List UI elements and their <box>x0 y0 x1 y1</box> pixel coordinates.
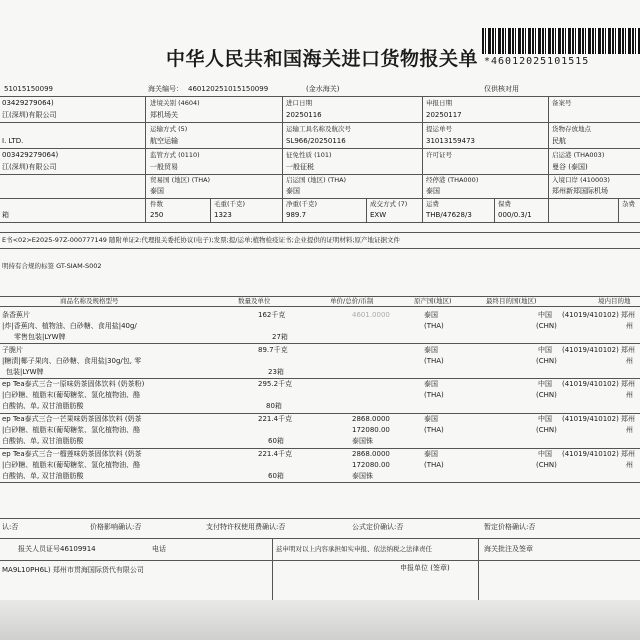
col-qty: 数量及单位 <box>238 297 271 305</box>
shipper-name: I. LTD. <box>2 137 24 145</box>
entry-customs-value: 郑机场关 <box>150 111 178 119</box>
goods-origin2: (THA) <box>424 391 444 399</box>
consumer-code: 003429279064) <box>2 151 59 159</box>
seq-value: 460120251015150099 <box>188 85 269 93</box>
freight-value: THB/47628/3 <box>426 211 472 219</box>
goods-dest2: (CHN) <box>536 391 557 399</box>
grid-line <box>0 482 640 483</box>
verify-only: 仅供核对用 <box>484 85 519 93</box>
declaring-company: MA9L10PH6L) 郑州市贯海国际货代有限公司 <box>2 566 144 574</box>
goods-price1: 2868.0000 <box>352 450 390 458</box>
ref-left: 51015150099 <box>4 85 53 93</box>
goods-dest2: (CHN) <box>536 426 557 434</box>
consignee-name: 江(深圳)有限公司 <box>2 111 57 119</box>
goods-origin1: 泰国 <box>424 380 438 388</box>
goods-price1: 2868.0000 <box>352 415 390 423</box>
declare-date-label: 申报日期 <box>426 99 452 107</box>
phone-label: 电话 <box>152 545 166 553</box>
grid-line <box>0 248 640 249</box>
customs-note-label: 海关批注及签章 <box>484 545 533 553</box>
goods-domestic2: 州 <box>626 391 633 399</box>
attached-docs: E书<02>E2025-97Z-000777149 随附单证2:代理报关委托协议(电子);发票;提/运单;植物检疫证书;企业提供的证明材料;原产地证据文件 <box>2 236 401 244</box>
grid-line <box>548 96 549 222</box>
goods-qty1: 221.4千克 <box>258 415 293 423</box>
goods-line3: 白酸钠、单, 双甘油脂肪酸 <box>2 472 84 480</box>
pack-type: 箱 <box>2 211 9 219</box>
goods-line2: |炸|香蕉肉、植物油、白砂糖、食用盐|40g/ <box>2 322 137 330</box>
goods-price2: 172080.00 <box>352 461 390 469</box>
goods-qty2: 60箱 <box>268 437 284 445</box>
grid-line <box>0 122 640 123</box>
grid-line <box>422 96 423 222</box>
consumer-name: 江(深圳)有限公司 <box>2 163 57 171</box>
insurance-label: 保费 <box>498 200 511 208</box>
goods-qty1: 221.4千克 <box>258 450 293 458</box>
gross-value: 1323 <box>214 211 232 219</box>
goods-line1: ep Tea泰式三合一榴莲味奶茶固体饮料 (奶茶 <box>2 450 142 458</box>
goods-qty2: 23箱 <box>268 368 284 376</box>
goods-line2: |白砂糖、植脂末(葡萄糖浆、氢化植物油、酪 <box>2 391 141 399</box>
grid-line <box>0 96 640 97</box>
goods-domestic1: (41019/410102) 郑州 <box>562 380 636 388</box>
goods-domestic2: 州 <box>626 461 633 469</box>
goods-qty2: 80箱 <box>266 402 282 410</box>
port-name: (金水海关) <box>306 85 340 93</box>
grid-line <box>0 538 640 539</box>
grid-line <box>0 378 640 379</box>
grid-line <box>0 448 640 449</box>
goods-dest1: 中国 <box>538 311 552 319</box>
goods-origin1: 泰国 <box>424 415 438 423</box>
grid-line <box>272 538 273 600</box>
declare-unit-seal: 申报单位 (签章) <box>400 564 450 572</box>
grid-line <box>618 198 619 222</box>
via-port-value: 泰国 <box>426 187 440 195</box>
goods-origin1: 泰国 <box>424 311 438 319</box>
confirm-formula-price: 公式定价确认:否 <box>352 523 404 531</box>
license-label: 许可证号 <box>426 151 452 159</box>
grid-line <box>282 96 283 222</box>
trade-country-label: 贸易国 (地区) (THA) <box>150 176 211 184</box>
grid-line <box>0 518 640 519</box>
gross-label: 毛重(千克) <box>214 200 246 208</box>
goods-qty1: 162千克 <box>258 311 286 319</box>
bill-label: 提运单号 <box>426 125 452 133</box>
goods-qty2: 27箱 <box>272 333 288 341</box>
goods-currency: 泰国铢 <box>352 437 373 445</box>
barcode-image <box>482 28 640 54</box>
col-goods-name: 商品名称及规格型号 <box>60 297 119 305</box>
goods-domestic1: (41019/410102) 郑州 <box>562 346 636 354</box>
seq-label: 海关编号： <box>148 85 183 93</box>
freight-label: 运费 <box>426 200 439 208</box>
goods-dest2: (CHN) <box>536 357 557 365</box>
goods-line3: 包装|LYW牌 <box>6 368 44 376</box>
goods-domestic2: 州 <box>626 357 633 365</box>
origin-country-label: 启运国 (地区) (THA) <box>286 176 347 184</box>
grid-line <box>494 198 495 222</box>
grid-line <box>0 232 640 233</box>
col-dest: 最终目的国(地区) <box>486 297 537 305</box>
confirm-provisional-price: 暂定价格确认:否 <box>484 523 536 531</box>
goods-line2: |糖渍|椰子果肉、白砂糖、食用盐|30g/包, 零 <box>2 357 142 365</box>
terms-label: 成交方式 (7) <box>370 200 408 208</box>
goods-line2: |白砂糖、植脂末(葡萄糖浆、氢化植物油、酪 <box>2 426 141 434</box>
goods-domestic1: (41019/410102) 郑州 <box>562 311 636 319</box>
goods-dest2: (CHN) <box>536 461 557 469</box>
goods-price2: 172080.00 <box>352 426 390 434</box>
goods-origin2: (THA) <box>424 461 444 469</box>
consignee-code: 03429279064) <box>2 99 54 107</box>
supervision-value: 一般贸易 <box>150 163 178 171</box>
statement: 兹申明对以上内容承担如实申报、依法纳税之法律责任 <box>276 545 432 553</box>
goods-origin2: (THA) <box>424 322 444 330</box>
marks-remarks: 明持有合规的标签 GT-SIAM-S002 <box>2 262 102 270</box>
net-label: 净重(千克) <box>286 200 318 208</box>
goods-line3: 零售包装|LYW牌 <box>14 333 66 341</box>
form-title: 中华人民共和国海关进口货物报关单 <box>166 48 479 70</box>
grid-line <box>0 148 640 149</box>
goods-dest1: 中国 <box>538 450 552 458</box>
col-origin: 原产国(地区) <box>414 297 452 305</box>
bill-value: 31013159473 <box>426 137 475 145</box>
record-label: 备案号 <box>552 99 572 107</box>
goods-domestic2: 州 <box>626 426 633 434</box>
goods-currency: 泰国铢 <box>352 472 373 480</box>
goods-qty1: 89.7千克 <box>258 346 288 354</box>
goods-line2: |白砂糖、植脂末(葡萄糖浆、氢化植物油、酪 <box>2 461 141 469</box>
vehicle-value: SL966/20250116 <box>286 137 346 145</box>
insurance-value: 000/0.3/1 <box>498 211 532 219</box>
goods-dest1: 中国 <box>538 346 552 354</box>
goods-domestic1: (41019/410102) 郑州 <box>562 415 636 423</box>
pieces-label: 件数 <box>150 200 163 208</box>
storage-label: 货物存放地点 <box>552 125 591 133</box>
confirm-price-impact: 价格影响确认:否 <box>90 523 142 531</box>
grid-line <box>366 198 367 222</box>
terms-value: EXW <box>370 211 387 219</box>
import-date-label: 进口日期 <box>286 99 312 107</box>
barcode-number: *46012025101515 <box>484 56 590 67</box>
transport-mode-label: 运输方式 (5) <box>150 125 188 133</box>
storage-value: 民航 <box>552 137 566 145</box>
goods-line1: 子脆片 <box>2 346 23 354</box>
confirm-special: 认:否 <box>2 523 19 531</box>
trade-country-value: 泰国 <box>150 187 164 195</box>
goods-origin1: 泰国 <box>424 450 438 458</box>
grid-line <box>0 560 640 561</box>
departure-label: 启运港 (THA003) <box>552 151 605 159</box>
pieces-value: 250 <box>150 211 164 219</box>
goods-dest1: 中国 <box>538 380 552 388</box>
misc-label: 杂费 <box>622 200 635 208</box>
grid-line <box>145 96 146 222</box>
goods-dest1: 中国 <box>538 415 552 423</box>
grid-line <box>478 538 479 600</box>
origin-country-value: 泰国 <box>286 187 300 195</box>
entry-customs-label: 进境关别 (4604) <box>150 99 200 107</box>
via-port-label: 经停港 (THA000) <box>426 176 479 184</box>
vehicle-label: 运输工具名称及航次号 <box>286 125 351 133</box>
entry-port-label: 入境口岸 (410003) <box>552 176 610 184</box>
grid-line <box>210 198 211 222</box>
photo-background <box>0 600 640 640</box>
goods-dest2: (CHN) <box>536 322 557 330</box>
goods-qty1: 295.2千克 <box>258 380 293 388</box>
levy-value: 一般征税 <box>286 163 314 171</box>
goods-line3: 白酸钠、单, 双甘油脂肪酸 <box>2 402 84 410</box>
declare-date-value: 20250117 <box>426 111 462 119</box>
departure-value: 曼谷 (泰国) <box>552 163 588 171</box>
supervision-label: 监管方式 (0110) <box>150 151 200 159</box>
goods-line1: 条香蕉片 <box>2 311 30 319</box>
goods-qty2: 60箱 <box>268 472 284 480</box>
goods-origin2: (THA) <box>424 426 444 434</box>
net-value: 989.7 <box>286 211 307 219</box>
transport-mode-value: 航空运输 <box>150 137 178 145</box>
col-domestic: 境内目的地 <box>598 297 631 305</box>
grid-line <box>0 222 640 223</box>
confirm-royalty: 支付特许权使用费确认:否 <box>206 523 286 531</box>
col-price: 单价/总价/币制 <box>330 297 374 305</box>
goods-domestic2: 州 <box>626 322 633 330</box>
grid-line <box>0 343 640 344</box>
grid-line <box>0 413 640 414</box>
grid-line <box>0 174 640 175</box>
goods-domestic1: (41019/410102) 郑州 <box>562 450 636 458</box>
goods-line1: ep Tea泰式三合一芒果味奶茶固体饮料 (奶茶 <box>2 415 142 423</box>
goods-line1: ep Tea泰式三合一原味奶茶固体饮料 (奶茶粉) <box>2 380 145 388</box>
entry-port-value: 郑州新郑国际机场 <box>552 187 608 195</box>
goods-line3: 白酸钠、单, 双甘油脂肪酸 <box>2 437 84 445</box>
goods-origin1: 泰国 <box>424 346 438 354</box>
grid-line <box>0 306 640 307</box>
import-date-value: 20250116 <box>286 111 322 119</box>
levy-label: 征免性质 (101) <box>286 151 332 159</box>
declarant-id: 报关人员证号46109914 <box>18 545 96 553</box>
grid-line <box>0 198 640 199</box>
goods-price1: 4601.0000 <box>352 311 390 319</box>
goods-origin2: (THA) <box>424 357 444 365</box>
